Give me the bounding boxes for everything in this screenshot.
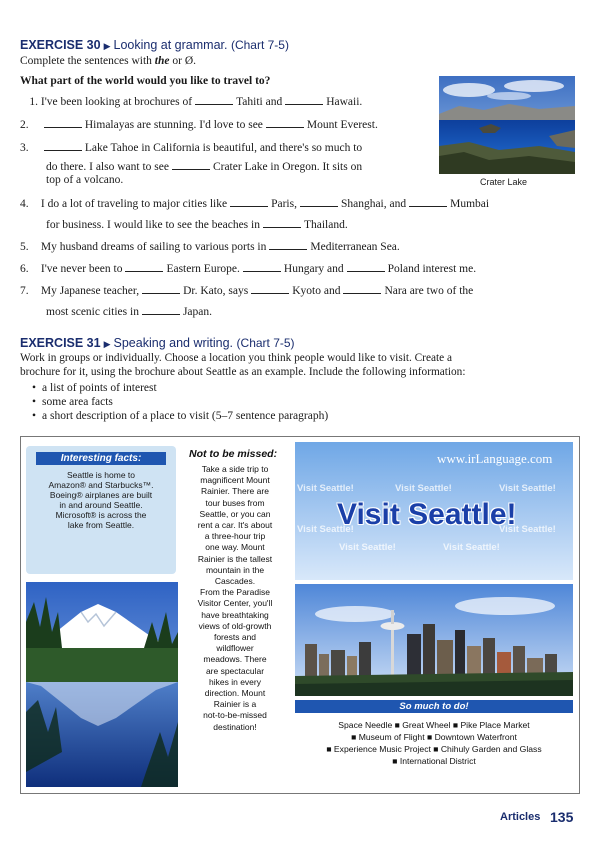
exercise-30-instruction (20, 55, 196, 68)
text-line: Cascades. (214, 576, 256, 587)
item-number: 1. (29, 96, 38, 108)
seattle-skyline-photo (295, 584, 573, 696)
text-line: wildflower (216, 643, 254, 654)
visit-seattle-headline: Visit Seattle! (337, 498, 517, 531)
instruction-the: the (154, 55, 170, 67)
chart-reference: (Chart 7-5) (236, 336, 295, 350)
triangle-icon: ▶ (103, 339, 111, 349)
item-text: Kyoto and (292, 285, 341, 297)
crater-lake-photo (439, 76, 575, 174)
not-to-be-missed-text (181, 464, 289, 733)
text-line: views of old-growth (198, 620, 272, 631)
not-to-be-missed-title: Not to be missed: (189, 448, 278, 460)
text-line: one way. Mount (205, 542, 265, 553)
text-line: a three-hour trip (204, 531, 266, 542)
exercise-31-heading (20, 336, 295, 350)
exercise-30-heading (20, 38, 289, 52)
visit-seattle-pattern-text: Visit Seattle! (443, 542, 500, 553)
item-text: Dr. Kato, says (183, 285, 249, 297)
item-3-line-2 (46, 160, 362, 174)
page-number: 135 (550, 809, 574, 825)
fact-line: Amazon® and Starbucks™. (48, 480, 154, 490)
mount-rainier-photo (26, 582, 178, 787)
attractions-list (295, 719, 573, 767)
fact-line: lake from Seattle. (67, 520, 135, 530)
attractions-line: ■ Experience Music Project ■ Chihuly Garden and Glass (326, 744, 542, 754)
text-line: have breathtaking (201, 609, 269, 620)
item-number: 2. (20, 119, 29, 131)
item-4-line-2 (46, 218, 348, 232)
item-text: Thailand. (303, 219, 348, 231)
text-line: are spectacular (205, 665, 265, 676)
visit-seattle-pattern-text: Visit Seattle! (395, 483, 452, 494)
item-text: Paris, (271, 198, 297, 210)
item-text: most scenic cities in (46, 306, 139, 318)
fact-line: Seattle is home to (66, 470, 136, 480)
item-1 (20, 95, 362, 109)
text-line: forests and (213, 632, 257, 643)
answer-blank[interactable] (285, 95, 323, 105)
answer-blank[interactable] (409, 197, 447, 207)
item-text: Shanghai, and (340, 198, 407, 210)
text-line: magnificent Mount (200, 475, 270, 486)
answer-blank[interactable] (142, 284, 180, 294)
item-6 (20, 262, 476, 276)
text-line: rent a car. It's about (197, 520, 273, 531)
fact-line: Microsoft® is across the (55, 510, 147, 520)
item-text: I do a lot of traveling to major cities like (40, 198, 228, 210)
exercise-title: Looking at grammar. (113, 38, 228, 52)
exercise-31-line-2: brochure for it, using the brochure about Seattle as an example. Include the following information: (20, 366, 466, 378)
attractions-line: Space Needle ■ Great Wheel ■ Pike Place Market (338, 720, 530, 730)
answer-blank[interactable] (269, 240, 307, 250)
fact-line: in and around Seattle. (59, 500, 143, 510)
item-7-line-2 (46, 305, 212, 319)
item-text: Poland interest me. (387, 263, 477, 275)
answer-blank[interactable] (44, 118, 82, 128)
bullet-item: • a short description of a place to visit (5–7 sentence paragraph) (32, 410, 328, 423)
item-text: I've never been to (40, 263, 123, 275)
visit-seattle-pattern-text: Visit Seattle! (499, 483, 556, 494)
chart-reference: (Chart 7-5) (230, 38, 289, 52)
item-text: for business. I would like to see the beaches in (46, 219, 260, 231)
item-text: Mumbai (450, 198, 490, 210)
facts-title: Interesting facts: (36, 452, 166, 465)
text-line: meadows. There (203, 654, 267, 665)
text-line: mountain in the (205, 564, 265, 575)
website-url: www.irLanguage.com (437, 451, 553, 466)
interesting-facts-box (26, 446, 176, 574)
item-7 (20, 284, 473, 298)
item-number: 6. (20, 263, 29, 275)
item-number: 7. (20, 285, 29, 297)
answer-blank[interactable] (300, 197, 338, 207)
text-line: Take a side trip to (201, 464, 269, 474)
exercise-title: Speaking and writing. (113, 336, 234, 350)
photo-caption: Crater Lake (480, 177, 528, 187)
exercise-31-line-1: Work in groups or individually. Choose a location you think people would like to visit. Create a (20, 352, 452, 364)
item-5 (20, 240, 400, 254)
exercise-number: EXERCISE 30 (20, 38, 101, 52)
answer-blank[interactable] (142, 305, 180, 315)
text-line: Rainier is the tallest (197, 553, 273, 564)
instruction-text: Complete the sentences with (20, 55, 155, 67)
text-line: From the Paradise (200, 587, 270, 598)
item-text: Japan. (182, 306, 213, 318)
attractions-line: ■ International District (392, 756, 476, 766)
item-text: Mount Everest. (306, 119, 378, 131)
text-line: Rainier is a (213, 699, 257, 710)
item-3 (20, 141, 362, 155)
exercise-number: EXERCISE 31 (20, 336, 101, 350)
fact-line: Boeing® airplanes are built (49, 490, 153, 500)
item-2 (20, 118, 378, 132)
item-text: Himalayas are stunning. I'd love to see (84, 119, 263, 131)
answer-blank[interactable] (347, 262, 385, 272)
item-number: 5. (20, 241, 29, 253)
visit-seattle-pattern-text: Visit Seattle! (297, 483, 354, 494)
attractions-line: ■ Museum of Flight ■ Downtown Waterfront (351, 732, 517, 742)
visit-seattle-pattern-text: Visit Seattle! (499, 524, 556, 535)
text-line: hikes in every (209, 676, 261, 687)
text-line: tour buses from (205, 497, 265, 508)
item-text: Crater Lake in Oregon. It sits on (212, 161, 363, 173)
section-label: Articles (500, 811, 541, 823)
answer-blank[interactable] (172, 160, 210, 170)
bullet-item: • a list of points of interest (32, 382, 157, 395)
item-text: I've been looking at brochures of (40, 96, 193, 108)
answer-blank[interactable] (195, 95, 233, 105)
text-line: Seattle, or you can (199, 508, 271, 519)
instruction-text-end: or Ø. (169, 55, 196, 67)
item-text: Mediterranean Sea. (310, 241, 400, 253)
bullet-item: • some area facts (32, 396, 113, 409)
text-line: Visitor Center, you'll (197, 598, 273, 609)
facts-list (26, 470, 176, 530)
answer-blank[interactable] (343, 284, 381, 294)
item-text: Hawaii. (326, 96, 363, 108)
text-line: destination! (213, 721, 257, 732)
item-text: Hungary and (283, 263, 344, 275)
item-number: 4. (20, 198, 29, 210)
item-text: do there. I also want to see (46, 161, 169, 173)
item-text: My Japanese teacher, (40, 285, 140, 297)
seattle-brochure (20, 436, 580, 794)
item-3-line-3: top of a volcano. (46, 174, 124, 186)
text-line: Rainier. There are (201, 486, 269, 497)
answer-blank[interactable] (230, 197, 268, 207)
visit-seattle-pattern-text: Visit Seattle! (339, 542, 396, 553)
item-text: Eastern Europe. (166, 263, 240, 275)
text-line: direction. Mount (204, 688, 266, 699)
item-number: 3. (20, 142, 29, 154)
answer-blank[interactable] (266, 118, 304, 128)
item-text: Nara are two of the (384, 285, 474, 297)
item-4 (20, 197, 489, 211)
visit-seattle-banner (295, 442, 573, 580)
answer-blank[interactable] (44, 141, 82, 151)
answer-blank[interactable] (125, 262, 163, 272)
visit-seattle-pattern-text: Visit Seattle! (297, 524, 354, 535)
item-text: Lake Tahoe in California is beautiful, and there's so much to (84, 142, 363, 154)
text-line: not-to-be-missed (203, 710, 267, 721)
answer-blank[interactable] (251, 284, 289, 294)
item-text: Tahiti and (236, 96, 283, 108)
item-text: My husband dreams of sailing to various ports in (40, 241, 267, 253)
answer-blank[interactable] (243, 262, 281, 272)
so-much-to-do-title: So much to do! (295, 700, 573, 713)
triangle-icon: ▶ (103, 41, 111, 51)
answer-blank[interactable] (263, 218, 301, 228)
exercise-30-question: What part of the world would you like to travel to? (20, 75, 271, 87)
